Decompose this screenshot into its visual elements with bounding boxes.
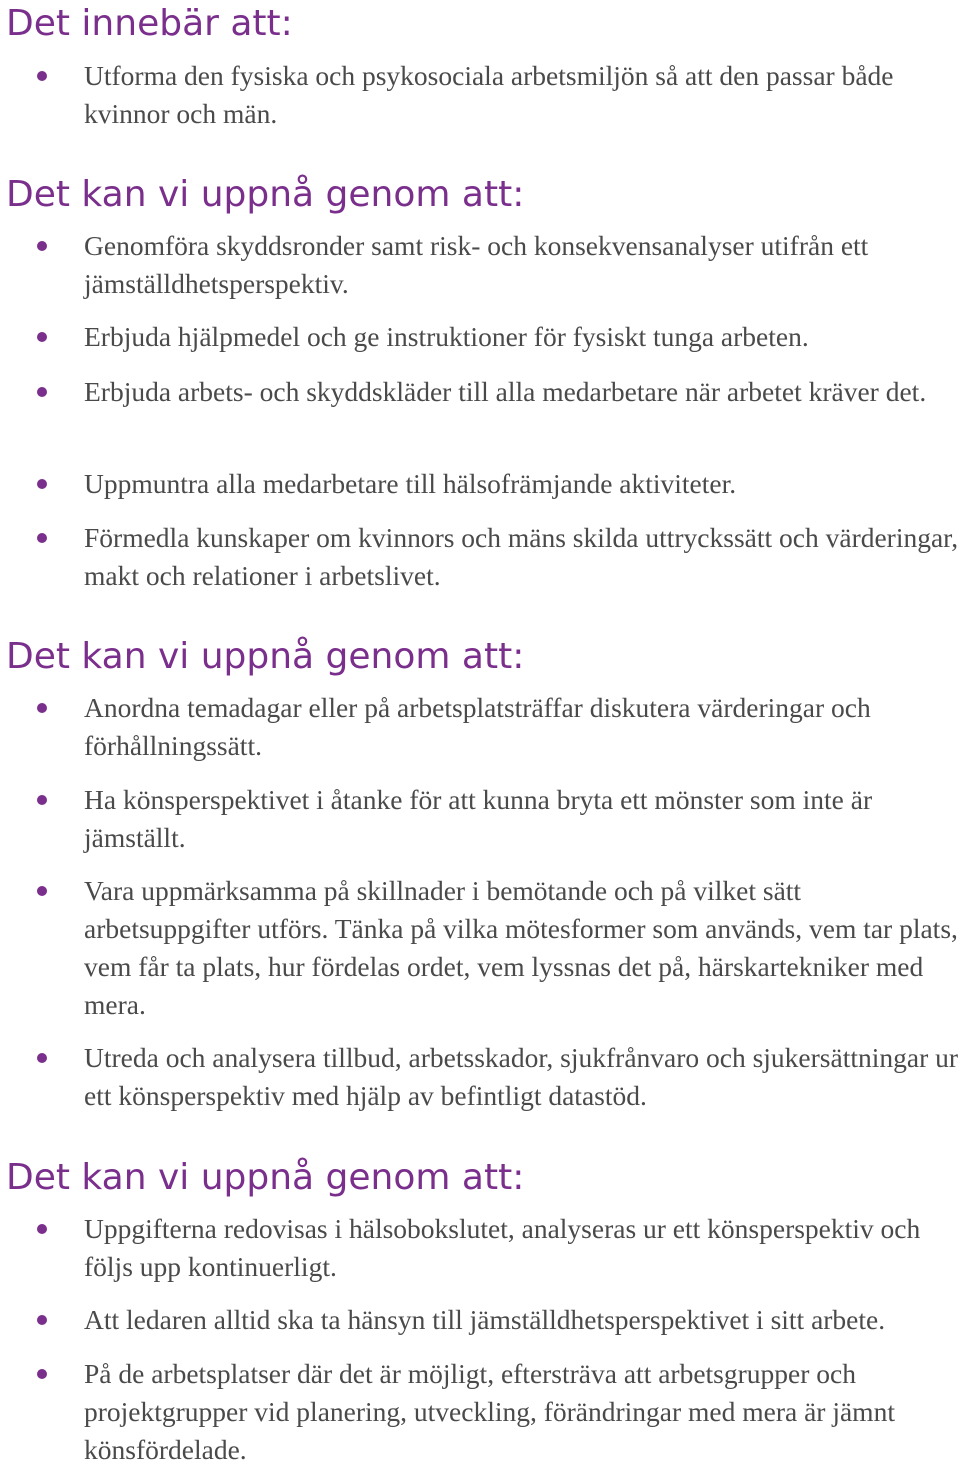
bullet-icon [37, 479, 47, 489]
bullet-icon [37, 241, 47, 251]
section-heading: Det kan vi uppnå genom att: [6, 174, 525, 215]
list-item: Utforma den fysiska och psykosociala arbetsmiljön så att den passar både kvinnor och män. [84, 60, 894, 129]
list-item: Uppgifterna redovisas i hälsobokslutet, analyseras ur ett könsperspektiv och följs upp kontinuerligt. [84, 1213, 921, 1282]
list-item: Att ledaren alltid ska ta hänsyn till jämställdhetsperspektivet i sitt arbete. [84, 1304, 886, 1335]
list-item: Utreda och analysera tillbud, arbetsskador, sjukfrånvaro och sjukersättningar ur ett könsperspektiv med hjälp av befintligt datastöd. [84, 1042, 959, 1111]
section-heading: Det innebär att: [6, 3, 293, 44]
list-item: Anordna temadagar eller på arbetsplatsträffar diskutera värderingar och förhållningssätt. [84, 692, 871, 761]
bullet-icon [37, 1315, 47, 1325]
bullet-icon [37, 1369, 47, 1379]
bullet-icon [37, 387, 47, 397]
section-heading: Det kan vi uppnå genom att: [6, 636, 525, 677]
list-item: Genomföra skyddsronder samt risk- och konsekvensanalyser utifrån ett jämställdhetsperspektiv. [84, 230, 869, 299]
list-item: Erbjuda arbets- och skyddskläder till alla medarbetare när arbetet kräver det. [84, 376, 927, 407]
list-item: På de arbetsplatser där det är möjligt, eftersträva att arbetsgrupper och projektgrupper vid planering, utveckling, förändringar med mera är jämnt könsfördelade. [84, 1358, 895, 1465]
list-item: Ha könsperspektivet i åtanke för att kunna bryta ett mönster som inte är jämställt. [84, 784, 873, 853]
bullet-icon [37, 795, 47, 805]
list-item: Uppmuntra alla medarbetare till hälsofrämjande aktiviteter. [84, 468, 737, 499]
bullet-icon [37, 1224, 47, 1234]
list-item: Förmedla kunskaper om kvinnors och mäns skilda uttryckssätt och värderingar, makt och relationer i arbetslivet. [84, 522, 959, 591]
list-item: Erbjuda hjälpmedel och ge instruktioner för fysiskt tunga arbeten. [84, 321, 809, 352]
section-heading: Det kan vi uppnå genom att: [6, 1157, 525, 1198]
bullet-icon [37, 332, 47, 342]
bullet-icon [37, 533, 47, 543]
bullet-icon [37, 703, 47, 713]
bullet-icon [37, 71, 47, 81]
bullet-icon [37, 886, 47, 896]
bullet-icon [37, 1053, 47, 1063]
list-item: Vara uppmärksamma på skillnader i bemötande och på vilket sätt arbetsuppgifter utförs. Tänka på vilka mötesformer som används, vem tar plats, vem får ta plats, hur fördelas ordet, vem lyssnas det på, härskartekniker med mera. [84, 875, 958, 1020]
